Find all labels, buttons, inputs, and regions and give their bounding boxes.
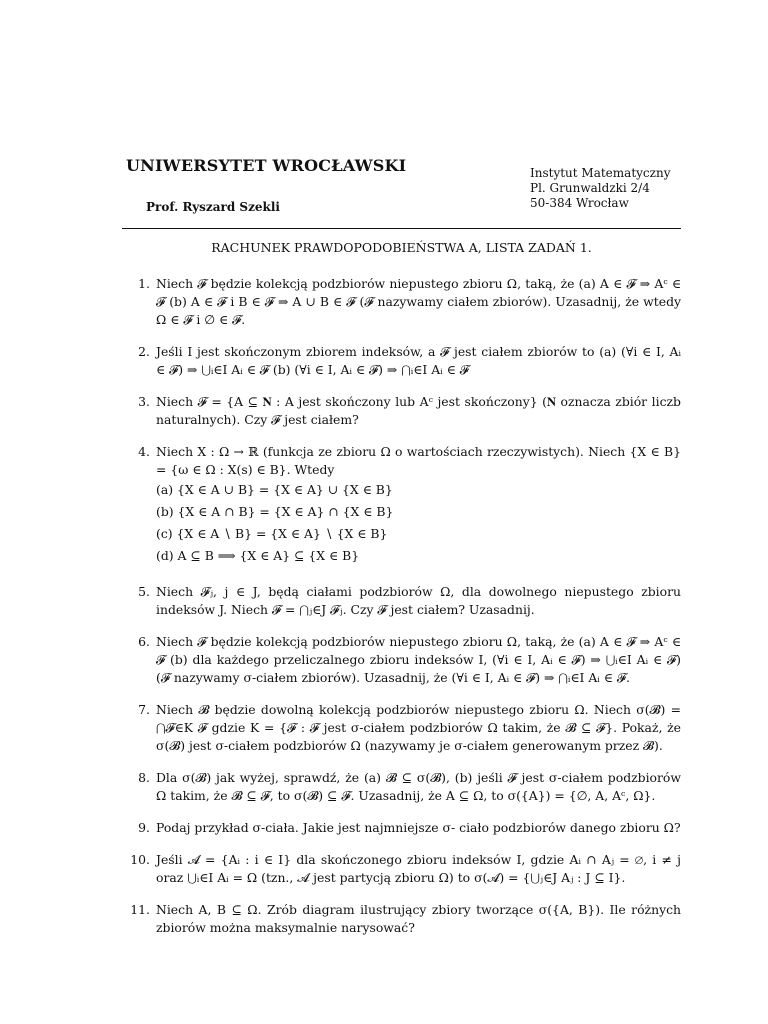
problem-list xyxy=(122,275,681,951)
problem-item xyxy=(122,393,681,429)
problem-item xyxy=(122,701,681,755)
problem-item xyxy=(122,443,681,569)
problem-item xyxy=(122,583,681,619)
problem-item xyxy=(122,819,681,837)
address-line: 50-384 Wrocław xyxy=(530,196,629,210)
university-name: UNIWERSYTET WROCŁAWSKI xyxy=(126,156,407,175)
problem-text: Jeśli 𝓐 = {Aᵢ : i ∈ I} dla skończonego zbioru indeksów I, gdzie Aᵢ ∩ Aⱼ = ∅, i ≠ j oraz ⋃ᵢ∈I Aᵢ = Ω (tzn., 𝓐 jest partycją zbioru Ω) to σ(𝓐) = {⋃ⱼ∈J Aⱼ : J ⊆ I}. xyxy=(156,852,681,885)
problem-item xyxy=(122,851,681,887)
address-line: Pl. Grunwaldzki 2/4 xyxy=(530,181,650,195)
problem-text: Niech 𝓕 będzie kolekcją podzbiorów niepustego zbioru Ω, taką, że (a) A ∈ 𝓕 ⇒ Aᶜ ∈ 𝓕 (b) dla każdego przeliczalnego zbioru indeksów I, (∀i ∈ I, Aᵢ ∈ 𝓕) ⇒ ⋃ᵢ∈I Aᵢ ∈ 𝓕) (𝓕 nazywamy σ-ciałem zbiorów). Uzasadnij, że (∀i ∈ I, Aᵢ ∈ 𝓕) ⇒ ⋂ᵢ∈I Aᵢ ∈ 𝓕. xyxy=(156,634,681,685)
problem-number: 9. xyxy=(138,820,150,835)
header-divider xyxy=(122,228,681,229)
problem-item xyxy=(122,343,681,379)
problem-number: 2. xyxy=(138,344,150,359)
problem-number: 4. xyxy=(138,444,150,459)
document-title: RACHUNEK PRAWDOPODOBIEŃSTWA A, LISTA ZADAŃ 1. xyxy=(211,240,592,255)
subitem-list xyxy=(156,481,681,569)
problem-text: Podaj przykład σ-ciała. Jakie jest najmniejsze σ- ciało podzbiorów danego zbioru Ω? xyxy=(156,820,681,835)
problem-text: Niech A, B ⊆ Ω. Zrób diagram ilustrujący zbiory tworzące σ({A, B}). Ile różnych zbiorów można maksymalnie narysować? xyxy=(156,902,681,935)
problem-item xyxy=(122,275,681,329)
problem-item xyxy=(122,901,681,937)
problem-item xyxy=(122,633,681,687)
professor-name: Prof. Ryszard Szekli xyxy=(146,200,280,214)
problem-number: 7. xyxy=(138,702,150,717)
problem-number: 5. xyxy=(138,584,150,599)
problem-text: Niech X : Ω → ℝ (funkcja ze zbioru Ω o wartościach rzeczywistych). Niech {X ∈ B} = {ω ∈ Ω : X(s) ∈ B}. Wtedy xyxy=(156,444,681,477)
problem-number: 3. xyxy=(138,394,150,409)
problem-item xyxy=(122,769,681,805)
problem-number: 1. xyxy=(138,276,150,291)
problem-number: 6. xyxy=(138,634,150,649)
subitem: (b) {X ∈ A ∩ B} = {X ∈ A} ∩ {X ∈ B} xyxy=(156,504,394,519)
subitem: (c) {X ∈ A ∖ B} = {X ∈ A} ∖ {X ∈ B} xyxy=(156,526,388,541)
problem-text: Niech 𝓕ⱼ, j ∈ J, będą ciałami podzbiorów Ω, dla dowolnego niepustego zbioru indeksów J. Niech 𝓕 = ⋂ⱼ∈J 𝓕ⱼ. Czy 𝓕 jest ciałem? Uzasadnij. xyxy=(156,584,681,617)
problem-text: Niech 𝓕 będzie kolekcją podzbiorów niepustego zbioru Ω, taką, że (a) A ∈ 𝓕 ⇒ Aᶜ ∈ 𝓕 (b) A ∈ 𝓕 i B ∈ 𝓕 ⇒ A ∪ B ∈ 𝓕 (𝓕 nazywamy ciałem zbiorów). Uzasadnij, że wtedy Ω ∈ 𝓕 i ∅ ∈ 𝓕. xyxy=(156,276,681,327)
problem-text: Niech 𝓑 będzie dowolną kolekcją podzbiorów niepustego zbioru Ω. Niech σ(𝓑) = ⋂𝓕∈K 𝓕 gdzie K = {𝓕 : 𝓕 jest σ-ciałem podzbiorów Ω takim, że 𝓑 ⊆ 𝓕}. Pokaż, że σ(𝓑) jest σ-ciałem podzbiorów Ω (nazywamy je σ-ciałem generowanym przez 𝓑). xyxy=(156,702,681,753)
problem-text: Dla σ(𝓑) jak wyżej, sprawdź, że (a) 𝓑 ⊆ σ(𝓑), (b) jeśli 𝓕 jest σ-ciałem podzbiorów Ω takim, że 𝓑 ⊆ 𝓕, to σ(𝓑) ⊆ 𝓕. Uzasadnij, że A ⊆ Ω, to σ({A}) = {∅, A, Aᶜ, Ω}. xyxy=(156,770,681,803)
institute-address xyxy=(530,166,670,211)
address-line: Instytut Matematyczny xyxy=(530,166,671,180)
problem-text: Jeśli I jest skończonym zbiorem indeksów, a 𝓕 jest ciałem zbiorów to (a) (∀i ∈ I, Aᵢ ∈ 𝓕) ⇒ ⋃ᵢ∈I Aᵢ ∈ 𝓕 (b) (∀i ∈ I, Aᵢ ∈ 𝓕) ⇒ ⋂ᵢ∈I Aᵢ ∈ 𝓕 xyxy=(156,344,681,377)
subitem: (d) A ⊆ B ⟹ {X ∈ A} ⊆ {X ∈ B} xyxy=(156,548,360,563)
problem-text: Niech 𝓕 = {A ⊆ 𝐍 : A jest skończony lub Aᶜ jest skończony} (𝐍 oznacza zbiór liczb naturalnych). Czy 𝓕 jest ciałem? xyxy=(156,394,681,427)
problem-number: 8. xyxy=(138,770,150,785)
problem-number: 11. xyxy=(130,902,150,917)
subitem: (a) {X ∈ A ∪ B} = {X ∈ A} ∪ {X ∈ B} xyxy=(156,482,393,497)
problem-number: 10. xyxy=(130,852,150,867)
